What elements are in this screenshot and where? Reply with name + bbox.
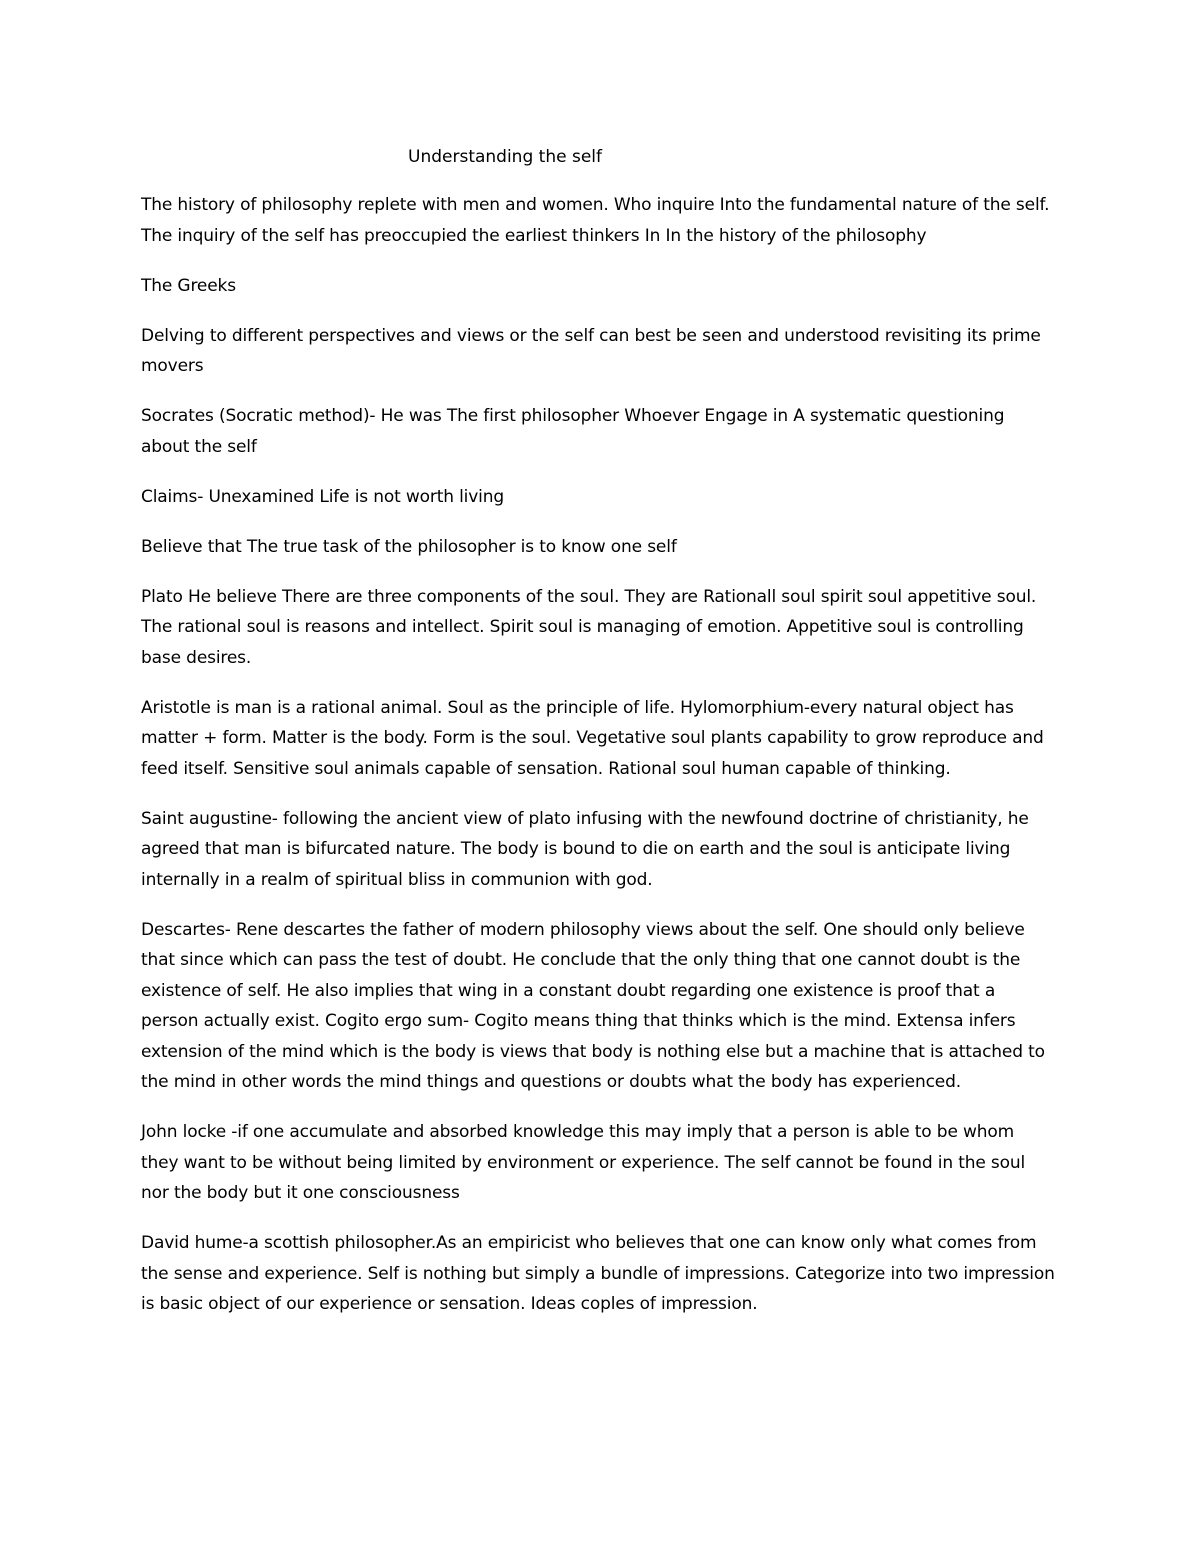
page-title: Understanding the self xyxy=(408,147,602,167)
paragraph-believe: Believe that The true task of the philosopher is to know one self xyxy=(141,536,677,557)
paragraph-aristotle: Aristotle is man is a rational animal. Soul as the principle of life. Hylomorphium-every natural object has matter + form. Matter is the body. Form is the soul. Vegetative soul plants capability to grow reproduce and feed itself. Sensitive soul animals capable of sensation. Rational soul human capable of thinking. xyxy=(141,697,1044,779)
paragraph-locke: John locke -if one accumulate and absorbed knowledge this may imply that a person is able to be whom they want to be without being limited by environment or experience. The self cannot be found in the soul nor the body but it one consciousness xyxy=(141,1122,1026,1203)
paragraph-augustine: Saint augustine- following the ancient view of plato infusing with the newfound doctrine of christianity, he agreed that man is bifurcated nature. The body is bound to die on earth and the soul is anticipate living internally in a realm of spiritual bliss in communion with god. xyxy=(141,808,1029,890)
paragraph-hume: David hume-a scottish philosopher.As an empiricist who believes that one can know only what comes from the sense and experience. Self is nothing but simply a bundle of impressions. Categorize into two impression is basic object of our experience or sensation. Ideas coples of impression. xyxy=(141,1233,1055,1314)
paragraph-socrates: Socrates (Socratic method)- He was The first philosopher Whoever Engage in A systematic questioning about the self xyxy=(141,406,1005,457)
paragraph-claims: Claims- Unexamined Life is not worth living xyxy=(141,486,505,507)
document-body xyxy=(141,190,1056,1339)
paragraph-greeks-heading: The Greeks xyxy=(141,275,236,296)
paragraph-intro: The history of philosophy replete with men and women. Who inquire Into the fundamental nature of the self. The inquiry of the self has preoccupied the earliest thinkers In In the history of the philosophy xyxy=(141,195,1050,246)
paragraph-descartes: Descartes- Rene descartes the father of modern philosophy views about the self. One should only believe that since which can pass the test of doubt. He conclude that the only thing that one cannot doubt is the existence of self. He also implies that wing in a constant doubt regarding one existence is proof that a person actually exist. Cogito ergo sum- Cogito means thing that thinks which is the mind. Extensa infers extension of the mind which is the body is views that body is nothing else but a machine that is attached to the mind in other words the mind things and questions or doubts what the body has experienced. xyxy=(141,919,1045,1092)
paragraph-perspectives: Delving to different perspectives and views or the self can best be seen and understood revisiting its prime movers xyxy=(141,325,1041,376)
paragraph-plato: Plato He believe There are three components of the soul. They are Rationall soul spirit soul appetitive soul. The rational soul is reasons and intellect. Spirit soul is managing of emotion. Appetitive soul is controlling base desires. xyxy=(141,586,1037,668)
